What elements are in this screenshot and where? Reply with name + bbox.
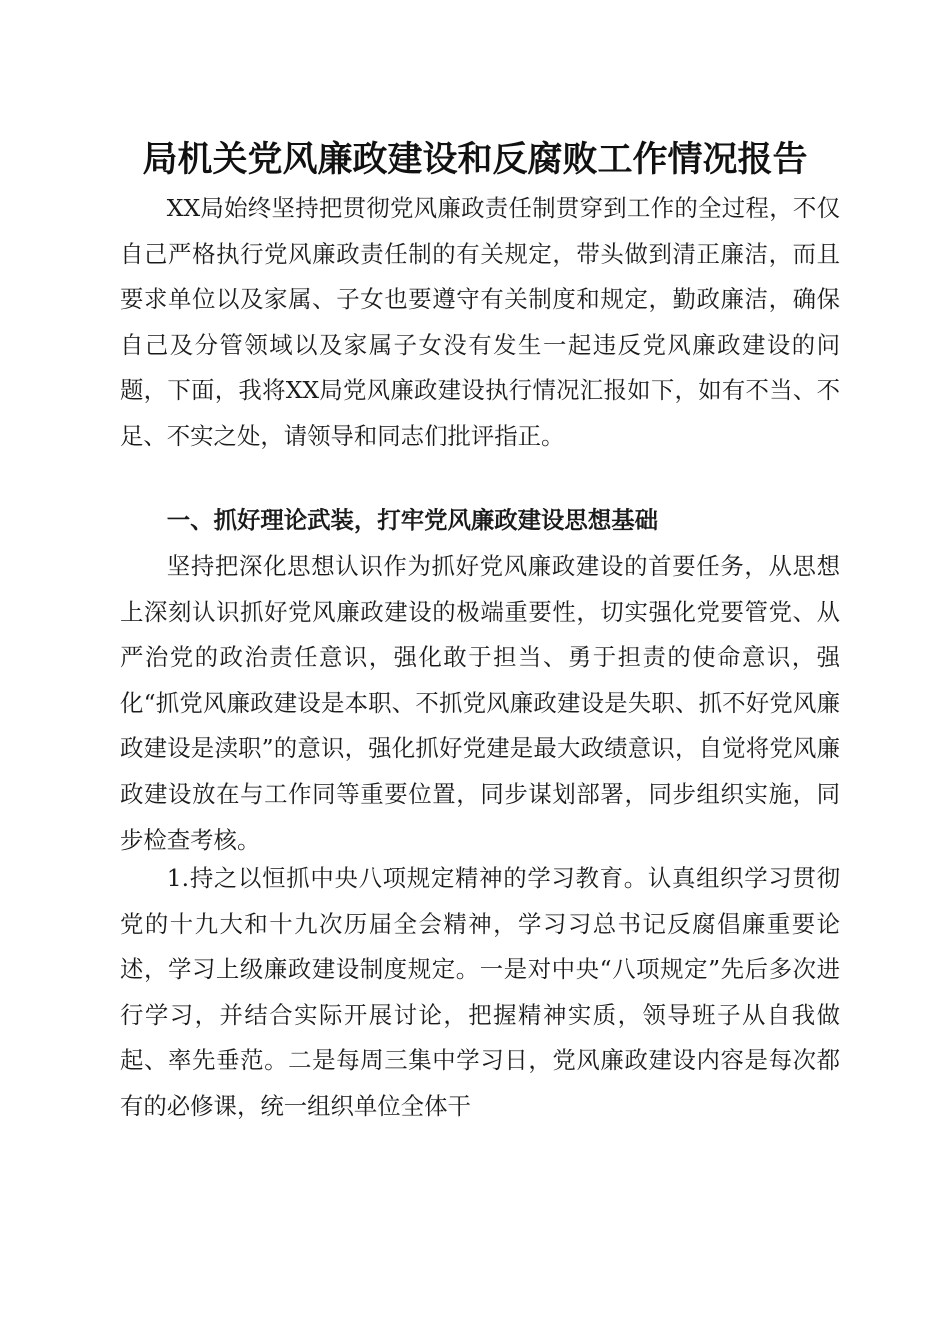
document-title: 局机关党风廉政建设和反腐败工作情况报告: [142, 139, 808, 180]
section-1-heading: 一、抓好理论武装，打牢党风廉政建设思想基础: [166, 506, 658, 534]
intro-paragraph: XX局始终坚持把贯彻党风廉政责任制贯穿到工作的全过程，不仅自己严格执行党风廉政责任制的有关规定，带头做到清正廉洁，而且要求单位以及家属、子女也要遵守有关制度和规定，勤政廉洁，确保自己及分管领域以及家属子女没有发生一起违反党风廉政建设的问题，下面，我将XX局党风廉政建设执行情况汇报如下，如有不当、不足、不实之处，请领导和同志们批评指正。: [120, 194, 840, 450]
item-1-paragraph: 1.持之以恒抓中央八项规定精神的学习教育。认真组织学习贯彻党的十九大和十九次历届全会精神，学习习总书记反腐倡廉重要论述，学习上级廉政建设制度规定。一是对中央“八项规定”先后多次进行学习，并结合实际开展讨论，把握精神实质，领导班子从自我做起、率先垂范。二是每周三集中学习日，党风廉政建设内容是每次都有的必修课，统一组织单位全体干: [120, 864, 840, 1120]
section-1-paragraph: 坚持把深化思想认识作为抓好党风廉政建设的首要任务，从思想上深刻认识抓好党风廉政建设的极端重要性，切实强化党要管党、从严治党的政治责任意识，强化敢于担当、勇于担责的使命意识，强化“抓党风廉政建设是本职、不抓党风廉政建设是失职、抓不好党风廉政建设是渎职”的意识，强化抓好党建是最大政绩意识，自觉将党风廉政建设放在与工作同等重要位置，同步谋划部署，同步组织实施，同步检查考核。: [120, 552, 840, 854]
